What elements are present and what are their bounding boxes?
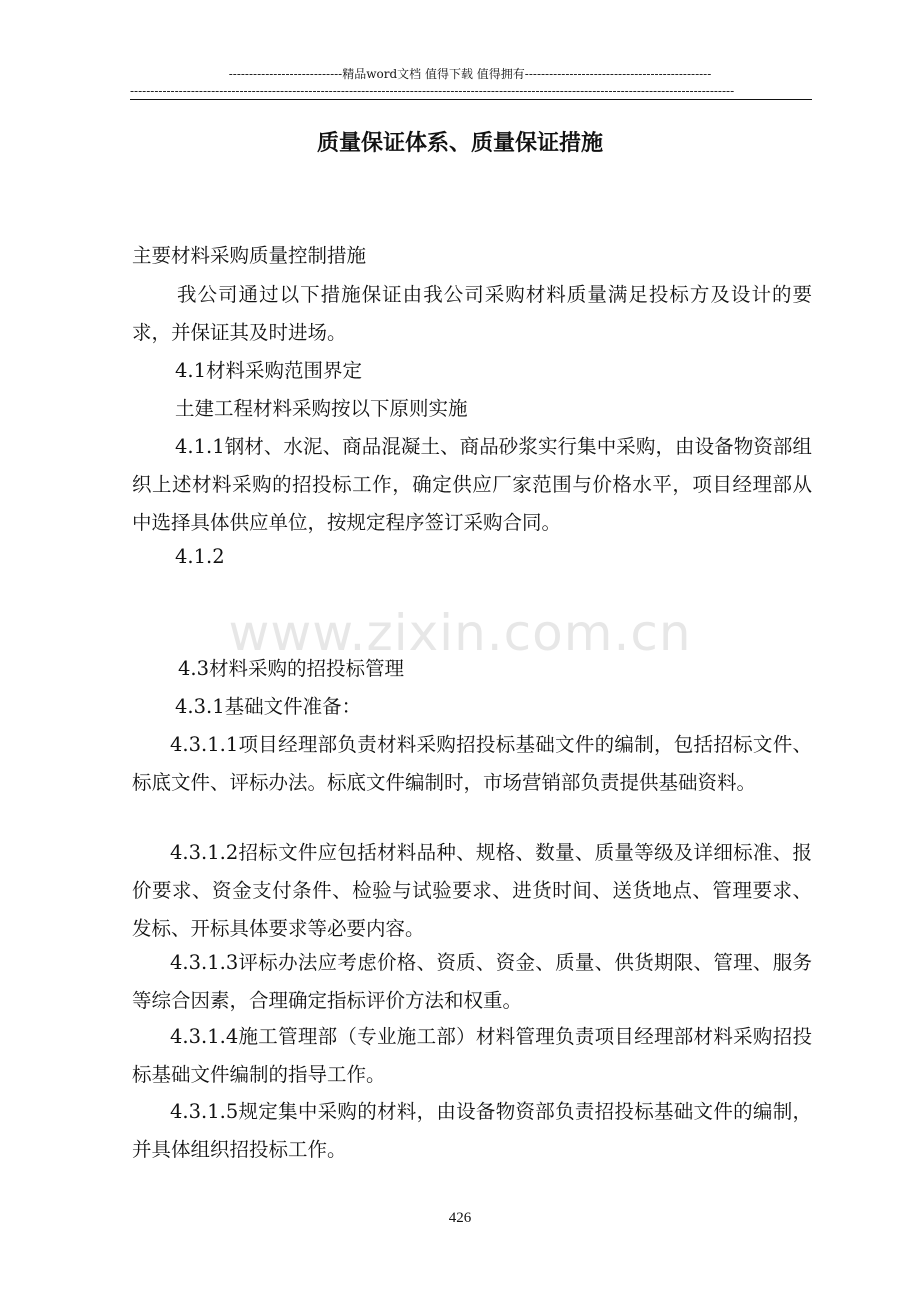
- watermark: www.zixin.com.cn: [228, 604, 692, 662]
- header-tagline: ----------------------------精品word文档 值得下载 值得拥有----------------------------------------------: [228, 67, 712, 81]
- paragraph-civil-principles: 土建工程材料采购按以下原则实施: [175, 397, 468, 420]
- document-title: 质量保证体系、质量保证措施: [316, 131, 603, 156]
- paragraph-4-3-1-5: 4.3.1.5规定集中采购的材料，由设备物资部负责招投标基础文件的编制，并具体组织招投标工作。: [132, 1100, 812, 1161]
- paragraph-4-1-1: 4.1.1钢材、水泥、商品混凝土、商品砂浆实行集中采购，由设备物资部组织上述材料采购的招投标工作，确定供应厂家范围与价格水平，项目经理部从中选择具体供应单位，按规定程序签订采购合同。: [132, 435, 812, 534]
- paragraph-4-3-1-4: 4.3.1.4施工管理部（专业施工部）材料管理负责项目经理部材料采购招投标基础文件编制的指导工作。: [132, 1025, 812, 1086]
- paragraph-intro: 我公司通过以下措施保证由我公司采购材料质量满足投标方及设计的要求，并保证其及时进场。: [132, 283, 812, 344]
- header-rule: [130, 99, 812, 100]
- paragraph-4-3-1-2: 4.3.1.2招标文件应包括材料品种、规格、数量、质量等级及详细标准、报价要求、资金支付条件、检验与试验要求、进货时间、送货地点、管理要求、发标、开标具体要求等必要内容。: [132, 841, 812, 940]
- paragraph-4-1-2: 4.1.2: [175, 545, 225, 568]
- heading-4-3: 4.3材料采购的招投标管理: [178, 657, 405, 680]
- page-number: 426: [448, 1210, 472, 1226]
- section-heading-material-procurement: 主要材料采购质量控制措施: [132, 244, 367, 267]
- paragraph-4-3-1-3: 4.3.1.3评标办法应考虑价格、资质、资金、质量、供货期限、管理、服务等综合因素，合理确定指标评价方法和权重。: [132, 951, 812, 1012]
- header-dash-line: -----------------------------------------------------------------------------------------------------------------------------------------------------: [130, 86, 735, 96]
- heading-4-1: 4.1材料采购范围界定: [175, 359, 363, 382]
- heading-4-3-1: 4.3.1基础文件准备：: [175, 695, 362, 718]
- paragraph-4-3-1-1: 4.3.1.1项目经理部负责材料采购招投标基础文件的编制，包括招标文件、标底文件、评标办法。标底文件编制时，市场营销部负责提供基础资料。: [132, 733, 812, 794]
